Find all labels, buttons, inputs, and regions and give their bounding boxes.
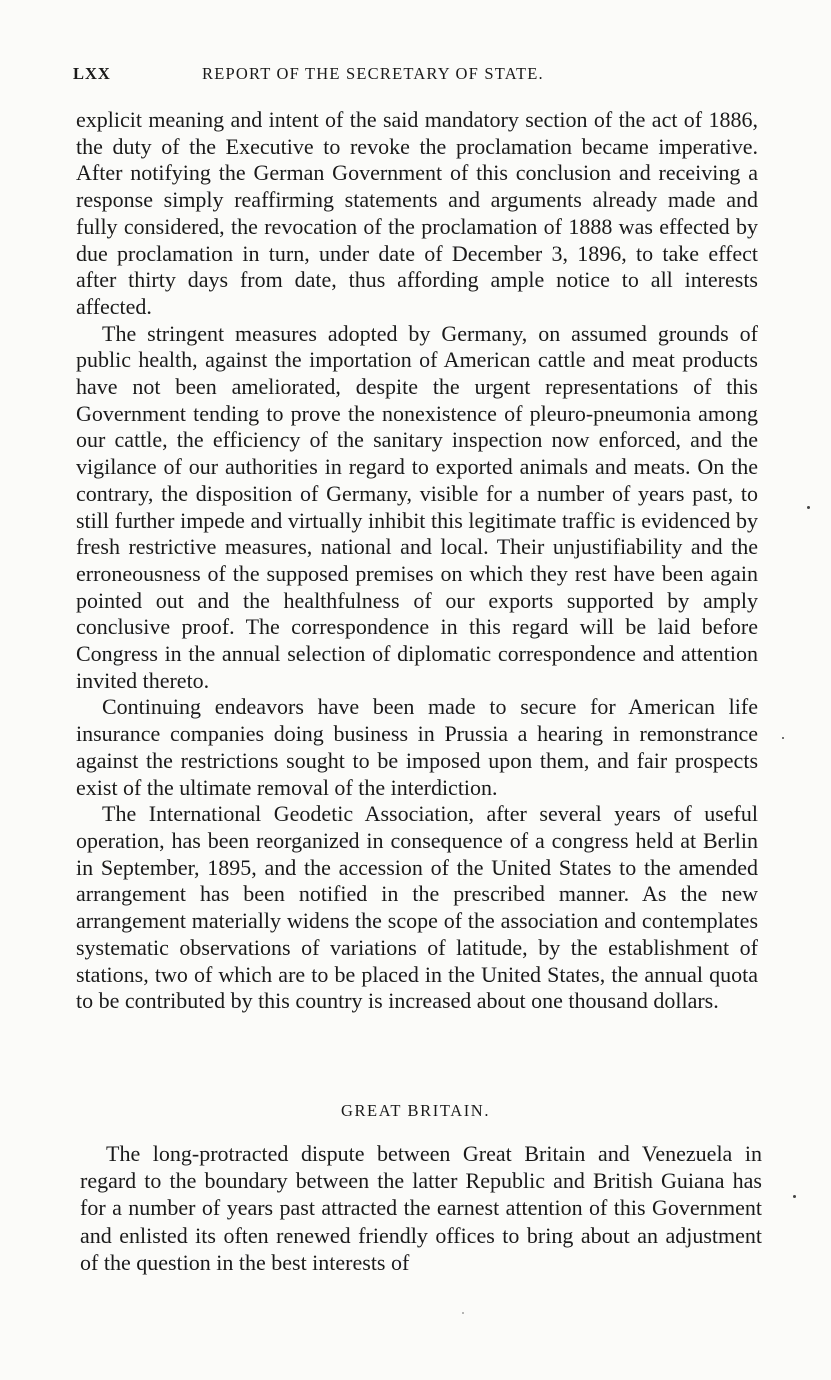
ink-speck <box>807 506 810 509</box>
section-body-text <box>80 1140 762 1276</box>
section-paragraph-1: The long-protracted dispute between Great Britain and Venezuela in regard to the boundary between the latter Republic and British Guiana has for a number of years past attracted the earnest attention of this Government and enlisted its often renewed friendly offices to bring about an adjustment of the question in the best interests of <box>80 1141 762 1275</box>
paragraph-1: explicit meaning and intent of the said mandatory section of the act of 1886, the duty of the Executive to revoke the proclamation became imperative. After notifying the German Government of this conclusion and receiving a response simply reaffirming statements and arguments already made and fully considered, the revocation of the proclamation of 1888 was effected by due proclamation in turn, under date of December 3, 1896, to take effect after thirty days from date, thus affording ample notice to all interests affected. <box>76 107 758 319</box>
ink-speck <box>462 1312 464 1314</box>
body-text <box>76 107 758 1015</box>
paragraph-2: The stringent measures adopted by Germany, on assumed grounds of public health, against the importation of American cattle and meat products have not been ameliorated, despite the urgent representations of this Government tending to prove the nonexistence of pleuro-pneumonia among our cattle, the efficiency of the sanitary inspection now enforced, and the vigilance of our authorities in regard to exported animals and meats. On the contrary, the disposition of Germany, visible for a number of years past, to still further impede and virtually inhibit this legitimate traffic is evidenced by fresh restrictive measures, national and local. Their unjustifiability and the erroneousness of the supposed premises on which they rest have been again pointed out and the healthfulness of our exports supported by amply conclusive proof. The correspondence in this regard will be laid before Congress in the annual selection of diplomatic correspondence and attention invited thereto. <box>76 320 758 693</box>
ink-speck <box>782 737 784 739</box>
page-number: LXX <box>73 64 111 83</box>
paragraph-3: Continuing endeavors have been made to secure for American life insurance companies doing business in Prussia a hearing in remonstrance against the restrictions sought to be imposed upon them, and fair prospects exist of the ultimate removal of the interdiction. <box>76 694 758 800</box>
running-head-title: REPORT OF THE SECRETARY OF STATE. <box>202 64 544 83</box>
ink-speck <box>793 1195 796 1198</box>
paragraph-4: The International Geodetic Association, after several years of useful operation, has been reorganized in consequence of a congress held at Berlin in September, 1895, and the accession of the United States to the amended arrangement has been notified in the prescribed manner. As the new arrangement materially widens the scope of the association and contemplates systematic observations of variations of latitude, by the establishment of stations, two of which are to be placed in the United States, the annual quota to be contributed by this country is increased about one thousand dollars. <box>76 801 758 1014</box>
section-heading: GREAT BRITAIN. <box>340 1101 491 1120</box>
running-head <box>73 64 773 88</box>
